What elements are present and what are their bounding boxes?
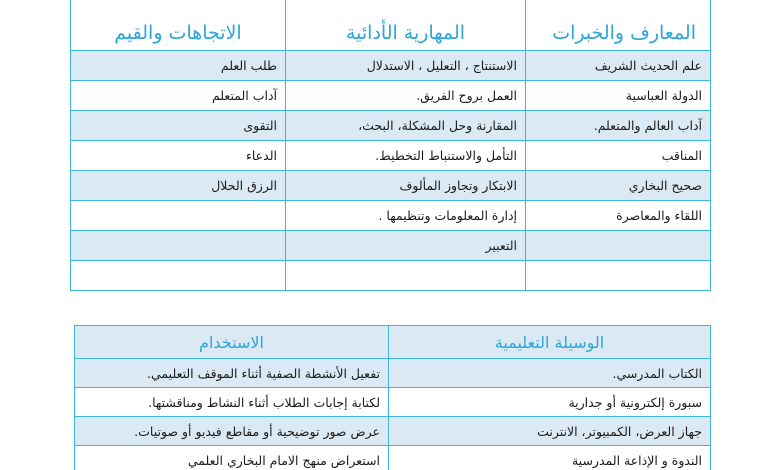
cell-knowledge <box>526 261 711 291</box>
cell-means: الكتاب المدرسي. <box>389 359 711 388</box>
cell-skills: التعبير <box>286 231 526 261</box>
cell-knowledge: المناقب <box>526 141 711 171</box>
cell-attitudes <box>71 231 286 261</box>
cell-usage: تفعيل الأنشطة الصفية أثناء الموقف التعليمي. <box>75 359 389 388</box>
cell-usage: لكتابة إجابات الطلاب أثناء النشاط ومناقشتها. <box>75 388 389 417</box>
table-row <box>71 81 711 111</box>
table-row <box>75 446 711 470</box>
cell-skills: المقارنة وحل المشكلة، البحث، <box>286 111 526 141</box>
cell-skills: إدارة المعلومات وتنظيمها . <box>286 201 526 231</box>
cell-attitudes <box>71 201 286 231</box>
cell-skills: التأمل والاستنباط التخطيط. <box>286 141 526 171</box>
table-row <box>71 51 711 81</box>
cell-skills: الاستنتاج ، التعليل ، الاستدلال <box>286 51 526 81</box>
table-header-row <box>75 326 711 359</box>
cell-knowledge: علم الحديث الشريف <box>526 51 711 81</box>
cell-skills: الابتكار وتجاوز المألوف <box>286 171 526 201</box>
header-attitudes: الاتجاهات والقيم <box>71 0 286 51</box>
cell-knowledge: الدولة العباسية <box>526 81 711 111</box>
cell-skills: العمل بروح الفريق. <box>286 81 526 111</box>
teaching-aids-table <box>74 325 711 470</box>
header-means: الوسيلة التعليمية <box>389 326 711 359</box>
cell-knowledge: اللقاء والمعاصرة <box>526 201 711 231</box>
cell-skills <box>286 261 526 291</box>
cell-knowledge: صحيح البخاري <box>526 171 711 201</box>
table-row <box>75 359 711 388</box>
cell-knowledge <box>526 231 711 261</box>
table-header-row <box>71 0 711 51</box>
cell-attitudes: التقوى <box>71 111 286 141</box>
cell-usage: عرض صور توضيحية أو مقاطع فيديو أو صوتيات. <box>75 417 389 446</box>
table-row <box>71 231 711 261</box>
cell-attitudes: طلب العلم <box>71 51 286 81</box>
cell-attitudes: آداب المتعلم <box>71 81 286 111</box>
table-row <box>75 417 711 446</box>
table-row <box>71 141 711 171</box>
cell-usage: استعراض منهج الامام البخاري العلمي <box>75 446 389 470</box>
cell-means: سبورة إلكترونية أو جدارية <box>389 388 711 417</box>
header-usage: الاستخدام <box>75 326 389 359</box>
cell-attitudes: الرزق الحلال <box>71 171 286 201</box>
cell-means: الندوة و الإذاعة المدرسية <box>389 446 711 470</box>
table-row <box>71 171 711 201</box>
table-row <box>71 261 711 291</box>
header-knowledge: المعارف والخبرات <box>526 0 711 51</box>
table-row <box>71 201 711 231</box>
cell-knowledge: آداب العالم والمتعلم. <box>526 111 711 141</box>
cell-attitudes <box>71 261 286 291</box>
cell-means: جهاز العرض، الكمبيوتر، الانترنت <box>389 417 711 446</box>
table-row <box>71 111 711 141</box>
header-skills: المهارية الأدائية <box>286 0 526 51</box>
cell-attitudes: الدعاء <box>71 141 286 171</box>
learning-outcomes-table <box>70 0 711 291</box>
table-row <box>75 388 711 417</box>
